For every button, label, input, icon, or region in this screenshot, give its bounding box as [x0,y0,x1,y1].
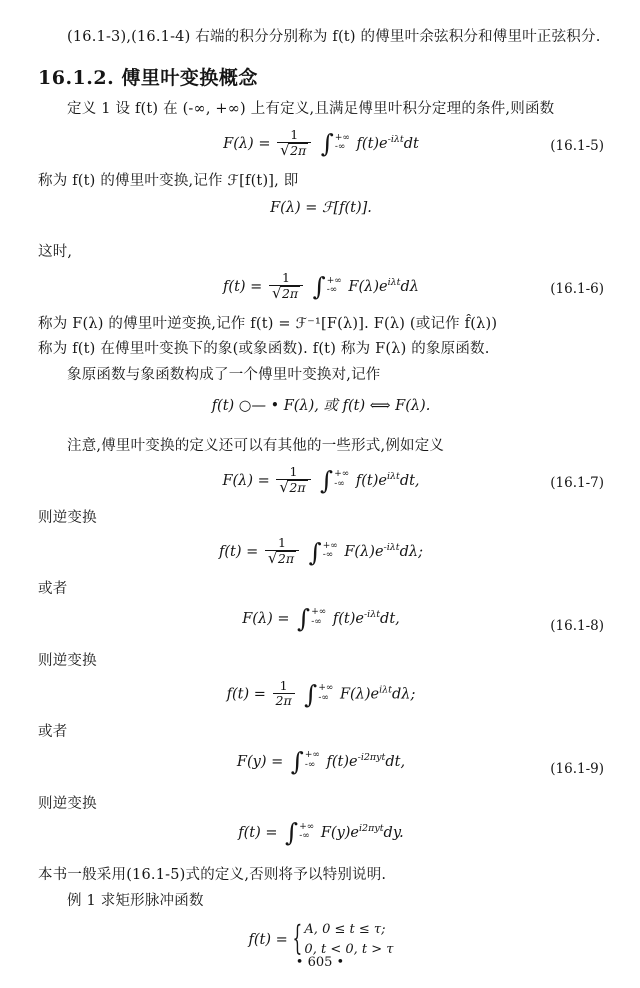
eq-1-6-differential: dλ [400,278,419,295]
or-label-1: 或者 [38,581,68,598]
eq-1-9-inv-lhs: f(t) = [238,825,278,842]
eq-1-5-lhs: F(λ) = [223,135,271,152]
eq-example-lhs: f(t) = [248,932,288,949]
eq-1-6-exponent: iλt [387,277,401,289]
called-fourier-paragraph: 称为 f(t) 的傅里叶变换,记作 ℱ[f(t)], 即 [38,172,299,189]
eq-1-8-inv-integrand: F(λ)e [339,686,380,703]
equation-tag-16-1-9: (16.1-9) [550,760,604,777]
equation-tag-16-1-6: (16.1-6) [550,280,604,297]
eq-1-7-lhs: F(λ) = [222,472,270,489]
eq-1-8-limits: +∞ -∞ [311,607,327,627]
pair-paragraph: 象原函数与象函数构成了一个傅里叶变换对,记作 [67,366,381,383]
equation-tag-16-1-8: (16.1-8) [550,617,604,634]
eq-1-7-limits: +∞ -∞ [334,469,350,489]
eq-1-6-integrand: F(λ)e [348,278,388,295]
section-heading: 16.1.2. 傅里叶变换概念 [38,67,258,90]
equation-tag-16-1-7: (16.1-7) [550,474,604,491]
integral-symbol: ∫ [285,818,299,848]
eq-1-7-inv-lhs: f(t) = [219,544,259,561]
integral-symbol: ∫ [308,537,322,567]
eq-1-7-coefficient: 1 √ 2π [276,465,310,495]
eq-1-7-inv-integrand: F(λ)e [344,544,384,561]
eq-1-7-exponent: iλt [386,471,400,483]
case-1: { A, 0 ≤ t ≤ τ; [304,922,386,938]
eq-1-8-exponent: -iλt [363,608,381,620]
eq-1-7-inv-coefficient: 1 √ 2π [265,536,299,566]
eq-1-8-inv-differential: dλ; [392,686,416,703]
example-lead-paragraph: 例 1 求矩形脉冲函数 [67,892,204,909]
eq-1-9-lhs: F(y) = [236,753,284,770]
eq-pair-text: f(t) ○— • F(λ), 或 f(t) ⟺ F(λ). [211,398,431,415]
equation-16-1-7 [38,463,604,500]
equation-16-1-8 [38,603,604,643]
eq-1-9-inv-exponent: i2πyt [359,823,384,835]
at-this-time-paragraph: 这时, [38,244,73,261]
eq-1-5-coefficient: 1 √ 2π [277,128,311,158]
eq-1-8-inv-lhs: f(t) = [226,686,266,703]
eq-1-5-differential: dt [403,135,419,152]
case-2: 0, t < 0, t > τ [304,942,394,958]
eq-1-8-inv-limits: +∞ -∞ [318,683,334,703]
eq-1-7-differential: dt, [399,472,420,489]
eq-1-5-exponent: -iλt [387,134,404,146]
eq-1-5-integrand: f(t)e [356,135,388,152]
eq-1-7-inv-exponent: -iλt [383,542,400,554]
eq-1-8-differential: dt, [380,610,400,627]
equation-16-1-5 [38,126,604,163]
equation-transform-pair [38,394,604,428]
eq-1-8-inv-exponent: iλt [379,685,393,696]
eq-1-9-exponent: -i2πyt [357,751,386,763]
note-paragraph: 注意,傅里叶变换的定义还可以有其他的一些形式,例如定义 [67,438,445,455]
eq-script-F-text: F(λ) = ℱ[f(t)]. [270,200,372,217]
book-convention-paragraph: 本书一般采用(16.1-5)式的定义,否则将予以特别说明. [38,867,387,884]
inverse-label-1: 则逆变换 [38,509,97,526]
integral-symbol: ∫ [312,272,326,302]
integral-symbol: ∫ [320,466,334,496]
eq-1-6-limits: +∞ -∞ [326,275,342,295]
eq-1-7-inv-limits: +∞ -∞ [322,540,338,561]
equation-16-1-6 [38,269,604,306]
eq-1-5-limits: +∞ -∞ [334,132,350,152]
eq-1-9-inv-limits: +∞ -∞ [299,821,315,842]
eq-1-8-inv-coefficient: $\frac{1}{2\pi}$ [273,679,295,708]
page-number: • 605 • [295,955,345,970]
page-content [38,26,604,968]
definition-paragraph: 定义 1 设 f(t) 在 (-∞, +∞) 上有定义,且满足傅里叶积分定理的条件,则函数 [67,101,555,118]
inverse-label-3: 则逆变换 [38,795,97,812]
intro-paragraph: (16.1-3),(16.1-4) 右端的积分分别称为 f(t) 的傅里叶余弦积分和傅里叶正弦积分. [67,29,601,45]
integral-symbol: ∫ [320,129,334,159]
equation-16-1-9 [38,746,604,786]
equation-16-1-7-inverse [38,537,604,571]
eq-1-7-inv-differential: dλ; [399,544,423,561]
eq-1-9-inv-differential: dy. [383,825,404,842]
eq-1-9-limits: +∞ -∞ [304,750,320,770]
equation-script-F [38,200,604,234]
equation-16-1-8-inverse [38,680,604,714]
integral-symbol: ∫ [290,746,304,776]
integral-symbol: ∫ [304,680,318,710]
eq-1-9-differential: dt, [385,753,406,770]
or-label-2: 或者 [38,724,68,741]
eq-1-7-integrand: f(t)e [355,472,387,489]
eq-1-9-integrand: f(t)e [326,753,358,770]
called-inverse-paragraph-2: 称为 f(t) 在傅里叶变换下的象(或象函数). f(t) 称为 F(λ) 的象原函数. [38,341,490,358]
integral-symbol: ∫ [297,603,311,633]
eq-1-9-inv-integrand: F(y)e [320,825,360,842]
called-inverse-paragraph: 称为 F(λ) 的傅里叶逆变换,记作 f(t) = ℱ⁻¹[F(λ)]. F(λ) (或记作 f̂(λ)) [38,315,498,332]
inverse-label-2: 则逆变换 [38,652,97,669]
equation-tag-16-1-5: (16.1-5) [550,137,604,154]
eq-1-6-lhs: f(t) = [223,278,263,295]
eq-1-8-lhs: F(λ) = [242,610,290,627]
eq-1-8-integrand: f(t)e [332,610,364,627]
eq-1-6-coefficient: 1 √ 2π [269,271,303,301]
equation-16-1-9-inverse [38,818,604,857]
